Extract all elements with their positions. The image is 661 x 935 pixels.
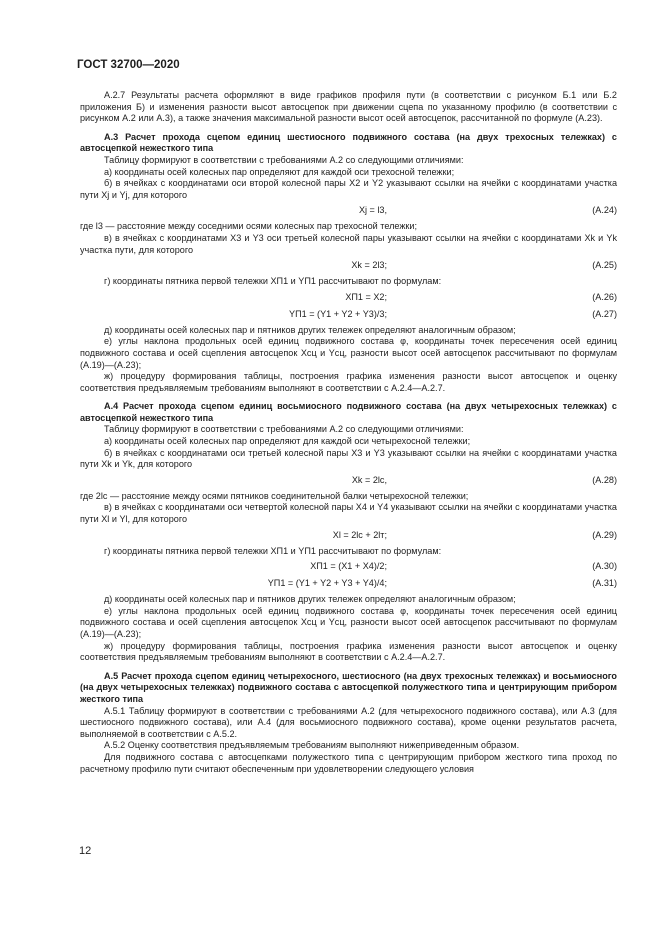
formula-number: (А.24) — [592, 205, 617, 216]
paragraph: Для подвижного состава с автосцепками полужесткого типа с центрирующим прибором жесткого типа проход по расчетному профилю пути считают обеспеченным при удовлетворении следующего условия — [80, 751, 617, 774]
formula-text: Xk = 2lс, — [351, 474, 387, 485]
paragraph: г) координаты пятника первой тележки XП1 и YП1 рассчитывают по формулам: — [104, 276, 442, 287]
paragraph: г) координаты пятника первой тележки XП1 и YП1 рассчитывают по формулам: — [104, 545, 442, 556]
formula-note: где 2lс — расстояние между осями пятников соединительной балки четырехосной тележки; — [80, 490, 469, 501]
section-heading: А.4 Расчет прохода сцепом единиц восьмиосного подвижного состава (на двух четырехосных тележках) с автосцепкой нежесткого типа — [80, 401, 617, 423]
formula — [80, 260, 617, 273]
formula-number: (А.31) — [592, 578, 617, 589]
section-heading: А.3 Расчет прохода сцепом единиц шестиосного подвижного состава (на двух трехосных тележках) с автосцепкой нежесткого типа — [80, 131, 617, 154]
paragraph: в) в ячейках с координатами оси четвертой колесной пары X4 и Y4 указывают ссылки на ячейки с координатами участка пути Xl и Yl, для которого — [80, 502, 617, 525]
formula-number: (А.26) — [592, 291, 617, 302]
formula — [80, 292, 617, 305]
formula-number: (А.29) — [592, 529, 617, 540]
formula — [80, 309, 617, 322]
formula — [80, 561, 617, 574]
paragraph: ж) процедуру формирования таблицы, построения графика изменения разности высот автосцепок и оценку соответствия предъявляемым требованиям выполняют в соответствии с А.2.4—А.2.7. — [80, 371, 617, 393]
paragraph: а) координаты осей колесных пар определяют для каждой оси четырехосной тележки; — [104, 436, 471, 447]
paragraph: ж) процедуру формирования таблицы, построения графика изменения разности высот автосцепок и оценку соответствия предъявляемым требованиям выполняют в соответствии с А.2.4—А.2.7. — [80, 640, 617, 663]
document-body — [80, 90, 617, 775]
formula — [80, 475, 617, 488]
formula-text: YП1 = (Y1 + Y2 + Y3 + Y4)/4; — [267, 578, 387, 589]
formula-text: Xl = 2lс + 2lт; — [332, 529, 387, 540]
formula-text: Xj = l3, — [358, 205, 387, 216]
formula — [80, 578, 617, 591]
section-heading: А.5 Расчет прохода сцепом единиц четырехосного, шестиосного (на двух трехосных тележках) и восьмиосного (на двух четырехосных тележках) подвижного состава с автосцепкой полужесткого типа и центрирующим прибором жесткого типа — [80, 670, 617, 704]
formula-number: (А.25) — [592, 260, 617, 271]
formula-text: YП1 = (Y1 + Y2 + Y3)/3; — [289, 308, 387, 319]
paragraph: А.5.2 Оценку соответствия предъявляемым требованиям выполняют нижеприведенным образом. — [104, 740, 520, 751]
paragraph: д) координаты осей колесных пар и пятников других тележек определяют аналогичным образом; — [104, 594, 516, 605]
paragraph: А.5.1 Таблицу формируют в соответствии с требованиями А.2 (для четырехосного подвижного состава), или А.3 (для шестиосного подвижного состава), или А.4 (для восьмиосного подвижного состава), кроме оценки результатов расчета, выполняемой в соответствии с А.5.2. — [80, 705, 617, 739]
paragraph: д) координаты осей колесных пар и пятников других тележек определяют аналогичным образом; — [104, 324, 516, 335]
formula-number: (А.27) — [592, 308, 617, 319]
paragraph: Таблицу формируют в соответствии с требованиями А.2 со следующими отличиями: — [104, 154, 464, 165]
paragraph: е) углы наклона продольных осей единиц подвижного состава φ, координаты точек пересечения осей единиц подвижного состава и осей сцепления автосцепок Xсц и Yсц, разности высот осей автосцепок рассчитывают по формулам (А.19)—(А.23); — [80, 336, 617, 370]
paragraph: А.2.7 Результаты расчета оформляют в виде графиков профиля пути (в соответствии с рисунком Б.1 или Б.2 приложения Б) и изменения разности высот автосцепок при движении сцепа по указанному профилю (в соответствии с рисунком А.2 или А.3), а также значения максимальной разности высот осей автосцепок, рассчитанной по формуле (А.23). — [80, 90, 617, 124]
formula — [80, 205, 617, 218]
paragraph: б) в ячейках с координатами оси второй колесной пары X2 и Y2 указывают ссылки на ячейки с координатами участка пути Xj и Yj, для которого — [80, 178, 617, 200]
paragraph: а) координаты осей колесных пар определяют для каждой оси трехосной тележки; — [104, 166, 455, 177]
page-number: 12 — [79, 845, 92, 857]
paragraph: б) в ячейках с координатами оси третьей колесной пары X3 и Y3 указывают ссылки на ячейки с координатами участка пути Xk и Yk, для которого — [80, 447, 617, 470]
formula-text: Xk = 2l3; — [351, 260, 387, 271]
paragraph: е) углы наклона продольных осей единиц подвижного состава φ, координаты точек пересечения осей единиц подвижного состава и осей сцепления автосцепок Xсц и Yсц, разности высот осей автосцепок рассчитывают по формулам (А.19)—(А.23); — [80, 605, 617, 639]
paragraph: в) в ячейках с координатами X3 и Y3 оси третьей колесной пары указывают ссылки на ячейки с координатами Xk и Yk участка пути, для которого — [80, 232, 617, 255]
formula-number: (А.30) — [592, 561, 617, 572]
document-header: ГОСТ 32700—2020 — [77, 59, 180, 71]
formula-number: (А.28) — [592, 474, 617, 485]
paragraph: Таблицу формируют в соответствии с требованиями А.2 со следующими отличиями: — [104, 424, 464, 435]
formula-text: XП1 = X2; — [345, 291, 387, 302]
formula-text: XП1 = (X1 + X4)/2; — [310, 561, 387, 572]
formula-note: где l3 — расстояние между соседними осями колесных пар трехосной тележки; — [80, 221, 418, 232]
formula — [80, 530, 617, 543]
